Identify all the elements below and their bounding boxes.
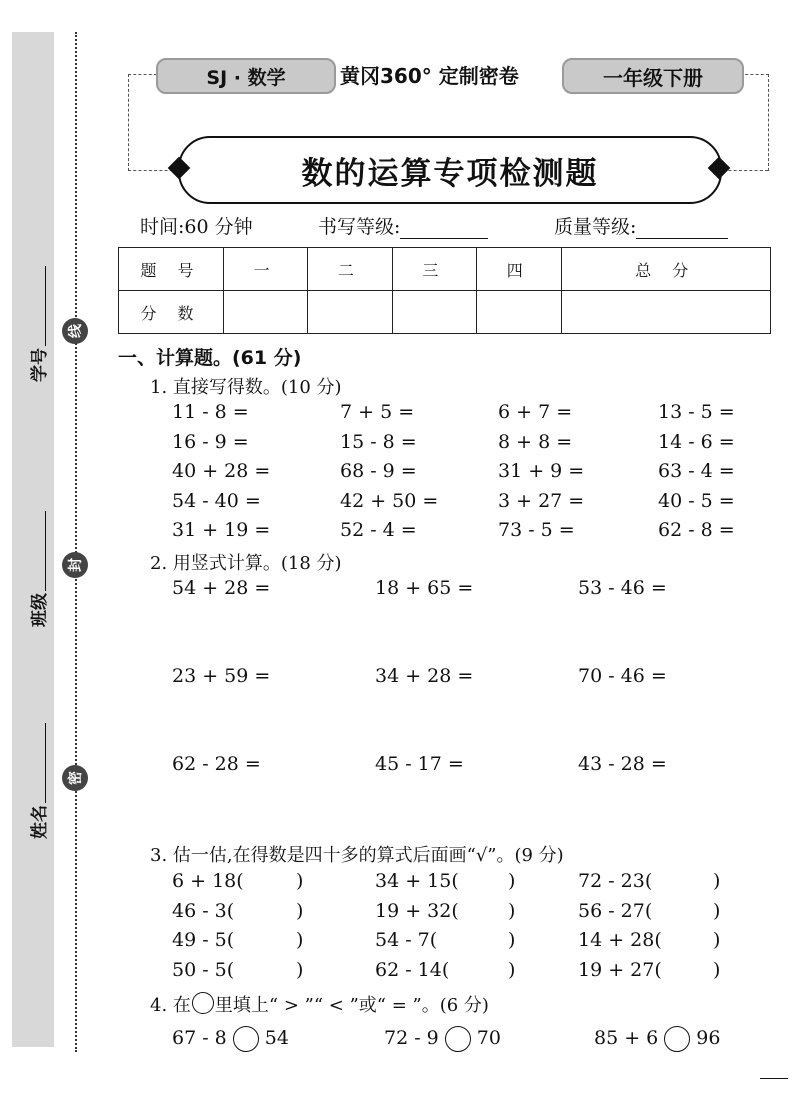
name-field[interactable]: [22, 752, 50, 839]
q4-left: 67 - 8: [172, 1027, 227, 1049]
score-header-cell: 三: [392, 248, 476, 291]
q2-expression[interactable]: 53 - 46 =: [578, 577, 667, 599]
q3-close-paren: ): [296, 929, 304, 951]
q2-expression[interactable]: 45 - 17 =: [375, 753, 464, 775]
q4-right: 54: [264, 1027, 289, 1049]
class-field[interactable]: [22, 540, 50, 627]
title-banner: [178, 136, 722, 204]
class-line: [29, 511, 46, 591]
q1-expression[interactable]: 31 + 9 =: [498, 460, 585, 482]
q2-expression[interactable]: 18 + 65 =: [375, 577, 474, 599]
q1-expression[interactable]: 6 + 7 =: [498, 401, 573, 423]
student-id-field[interactable]: [22, 295, 50, 382]
q3-expression[interactable]: 19 + 27(: [578, 958, 662, 981]
section-title: 一、计算题。(61 分): [118, 347, 302, 369]
q1-expression[interactable]: 40 + 28 =: [172, 460, 271, 482]
q1-expression[interactable]: 3 + 27 =: [498, 489, 585, 512]
page-title: 数的运算专项检测题: [301, 155, 599, 192]
score-header-cell: 四: [477, 248, 561, 291]
seal-feng: 封: [62, 552, 88, 578]
q1-expression[interactable]: 54 - 40 =: [172, 489, 261, 512]
q1-expression[interactable]: 16 - 9 =: [172, 430, 249, 453]
q3-expression[interactable]: 49 - 5(: [172, 929, 235, 951]
q1-expression[interactable]: 68 - 9 =: [340, 460, 417, 482]
q3-expression[interactable]: 14 + 28(: [578, 929, 662, 951]
score-header-row: [119, 248, 771, 291]
brand-name: 黄冈360° 定制密卷: [340, 64, 519, 88]
q3-title: 3. 估一估,在得数是四十多的算式后面画“√”。(9 分): [150, 845, 564, 866]
answer-circle[interactable]: [664, 1026, 690, 1052]
score-cell[interactable]: [477, 291, 561, 334]
q2-expression[interactable]: 34 + 28 =: [375, 665, 474, 687]
q1-expression[interactable]: 7 + 5 =: [340, 401, 415, 423]
score-cell[interactable]: [224, 291, 308, 334]
q3-expression[interactable]: 50 - 5(: [172, 958, 235, 981]
left-connector: [128, 74, 157, 171]
q1-expression[interactable]: 14 - 6 =: [658, 430, 735, 453]
circle-icon: [192, 992, 214, 1014]
answer-circle[interactable]: [233, 1026, 259, 1052]
writing-grade-label: 书写等级:: [318, 216, 401, 238]
q2-expression[interactable]: 23 + 59 =: [172, 665, 271, 687]
score-header-cell: 一: [224, 248, 308, 291]
q3-close-paren: ): [508, 899, 516, 922]
score-cell[interactable]: [392, 291, 476, 334]
writing-grade[interactable]: [318, 212, 488, 239]
q3-close-paren: ): [508, 958, 516, 981]
q1-expression[interactable]: 13 - 5 =: [658, 401, 735, 423]
q3-close-paren: ): [296, 958, 304, 981]
grade-badge: 一年级下册: [562, 58, 744, 94]
q3-close-paren: ): [713, 870, 721, 892]
q4-comparison: [172, 1026, 289, 1052]
q2-title: 2. 用竖式计算。(18 分): [150, 553, 342, 574]
q2-expression[interactable]: 54 + 28 =: [172, 577, 271, 599]
q3-expression[interactable]: 54 - 7(: [375, 929, 438, 951]
q4-left: 72 - 9: [384, 1027, 439, 1049]
score-cell[interactable]: [561, 291, 771, 334]
quality-grade-line: [636, 218, 728, 239]
q4-left: 85 + 6: [594, 1027, 659, 1049]
q2-expression[interactable]: 62 - 28 =: [172, 753, 261, 775]
q3-expression[interactable]: 6 + 18(: [172, 870, 244, 892]
student-id-label: 学号: [29, 348, 50, 382]
page-corner-mark: [760, 1078, 788, 1079]
name-label: 姓名: [29, 805, 50, 839]
exam-info: [140, 210, 760, 240]
q2-expression[interactable]: 70 - 46 =: [578, 665, 667, 687]
q4-right: 70: [476, 1027, 501, 1049]
score-cell[interactable]: [308, 291, 392, 334]
name-line: [29, 723, 46, 803]
q4-comparison: [594, 1026, 720, 1052]
quality-grade[interactable]: [554, 212, 728, 239]
student-id-line: [29, 266, 46, 346]
score-table: [118, 247, 771, 334]
score-row-label: 分 数: [119, 291, 224, 334]
seal-mi: 密: [62, 765, 88, 791]
q3-expression[interactable]: 72 - 23(: [578, 870, 653, 892]
q4-title: [150, 991, 489, 1017]
q1-title: 1. 直接写得数。(10 分): [150, 377, 342, 398]
q1-expression[interactable]: 52 - 4 =: [340, 519, 417, 541]
q4-title-pre: 4. 在: [150, 995, 191, 1016]
q3-expression[interactable]: 46 - 3(: [172, 899, 235, 922]
q3-expression[interactable]: 56 - 27(: [578, 899, 653, 922]
q1-expression[interactable]: 63 - 4 =: [658, 460, 735, 482]
q3-close-paren: ): [713, 899, 721, 922]
quality-grade-label: 质量等级:: [554, 216, 637, 238]
q1-expression[interactable]: 62 - 8 =: [658, 519, 735, 541]
q3-close-paren: ): [713, 929, 721, 951]
q1-expression[interactable]: 73 - 5 =: [498, 519, 575, 541]
q3-expression[interactable]: 19 + 32(: [375, 899, 459, 922]
q3-close-paren: ): [508, 929, 516, 951]
q1-expression[interactable]: 42 + 50 =: [340, 489, 439, 512]
q3-close-paren: ): [713, 958, 721, 981]
q1-expression[interactable]: 8 + 8 =: [498, 430, 573, 453]
q3-expression[interactable]: 62 - 14(: [375, 958, 450, 981]
q4-right: 96: [696, 1027, 721, 1049]
q2-expression[interactable]: 43 - 28 =: [578, 753, 667, 775]
seal-xian: 线: [62, 318, 88, 344]
q4-title-post: 里填上“ > ”“ < ”或“ = ”。(6 分): [214, 995, 489, 1016]
score-header-cell: 总 分: [561, 248, 771, 291]
q3-close-paren: ): [296, 899, 304, 922]
q3-close-paren: ): [296, 870, 304, 892]
answer-circle[interactable]: [445, 1026, 471, 1052]
time-limit: 时间:60 分钟: [140, 216, 253, 238]
q1-expression[interactable]: 11 - 8 =: [172, 401, 249, 423]
subject-badge: SJ · 数学: [156, 58, 336, 94]
writing-grade-line: [400, 218, 488, 239]
score-header-cell: 二: [308, 248, 392, 291]
q4-comparison: [384, 1026, 501, 1052]
q1-expression[interactable]: 31 + 19 =: [172, 519, 271, 541]
score-row: [119, 291, 771, 334]
cut-line: [75, 32, 77, 1052]
score-header-cell: 题 号: [119, 248, 224, 291]
q1-expression[interactable]: 15 - 8 =: [340, 430, 417, 453]
q1-expression[interactable]: 40 - 5 =: [658, 489, 735, 512]
q3-close-paren: ): [508, 870, 516, 892]
class-label: 班级: [29, 593, 50, 627]
right-connector: [740, 74, 769, 171]
q3-expression[interactable]: 34 + 15(: [375, 870, 459, 892]
